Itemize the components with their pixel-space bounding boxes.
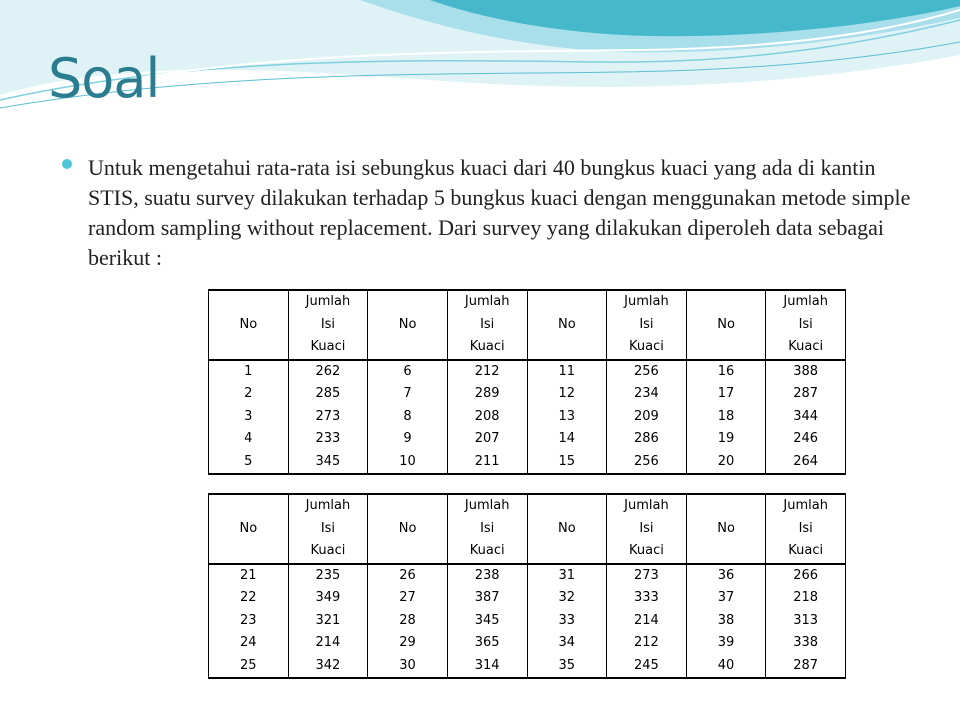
table-cell: 1 xyxy=(209,360,289,384)
data-table-2 xyxy=(208,493,846,679)
header-isi: Isi xyxy=(766,518,846,541)
table-cell: 388 xyxy=(766,360,846,384)
table-cell: 36 xyxy=(686,564,766,588)
table-cell: 4 xyxy=(209,428,289,451)
table-cell: 273 xyxy=(288,406,368,429)
table-cell: 345 xyxy=(447,610,527,633)
table-cell: 209 xyxy=(607,406,687,429)
table-cell: 31 xyxy=(527,564,607,588)
header-jumlah: Jumlah xyxy=(447,290,527,314)
table-cell: 20 xyxy=(686,451,766,475)
table-cell: 40 xyxy=(686,655,766,679)
table-cell: 12 xyxy=(527,383,607,406)
table-cell: 38 xyxy=(686,610,766,633)
header-kuaci: Kuaci xyxy=(766,540,846,564)
table-cell: 212 xyxy=(447,360,527,384)
bullet-dot-icon xyxy=(62,159,72,169)
table-row xyxy=(209,610,846,633)
table-cell: 262 xyxy=(288,360,368,384)
header-jumlah: Jumlah xyxy=(766,494,846,518)
table-cell: 289 xyxy=(447,383,527,406)
table-cell: 349 xyxy=(288,587,368,610)
table-cell: 321 xyxy=(288,610,368,633)
problem-statement: Untuk mengetahui rata-rata isi sebungkus kuaci dari 40 bungkus kuaci yang ada di kantin STIS, suatu survey dilakukan terhadap 5 bungkus kuaci dengan menggunakan metode simple random sampling without replacement. Dari survey yang dilakukan diperoleh data sebagai berikut : xyxy=(88,155,911,270)
table-cell: 25 xyxy=(209,655,289,679)
table-cell: 34 xyxy=(527,632,607,655)
table-cell: 35 xyxy=(527,655,607,679)
table-cell: 256 xyxy=(607,360,687,384)
header-no: No xyxy=(368,290,448,360)
table-cell: 6 xyxy=(368,360,448,384)
header-no: No xyxy=(527,494,607,564)
table-row xyxy=(209,383,846,406)
table-cell: 207 xyxy=(447,428,527,451)
header-isi: Isi xyxy=(607,314,687,337)
table-row xyxy=(209,428,846,451)
table-row xyxy=(209,360,846,384)
table-cell: 245 xyxy=(607,655,687,679)
table-cell: 19 xyxy=(686,428,766,451)
table-cell: 10 xyxy=(368,451,448,475)
table-cell: 256 xyxy=(607,451,687,475)
table-cell: 246 xyxy=(766,428,846,451)
table-cell: 9 xyxy=(368,428,448,451)
table-cell: 238 xyxy=(447,564,527,588)
table-cell: 365 xyxy=(447,632,527,655)
header-isi: Isi xyxy=(607,518,687,541)
data-table-1 xyxy=(208,289,846,475)
header-jumlah: Jumlah xyxy=(766,290,846,314)
table-row xyxy=(209,564,846,588)
header-kuaci: Kuaci xyxy=(288,336,368,360)
table-cell: 16 xyxy=(686,360,766,384)
header-no: No xyxy=(209,290,289,360)
table-cell: 273 xyxy=(607,564,687,588)
table-cell: 13 xyxy=(527,406,607,429)
table-cell: 39 xyxy=(686,632,766,655)
header-no: No xyxy=(368,494,448,564)
table-cell: 285 xyxy=(288,383,368,406)
table-cell: 214 xyxy=(288,632,368,655)
table-cell: 333 xyxy=(607,587,687,610)
table-cell: 208 xyxy=(447,406,527,429)
header-kuaci: Kuaci xyxy=(766,336,846,360)
table-cell: 15 xyxy=(527,451,607,475)
header-isi: Isi xyxy=(447,518,527,541)
table-cell: 8 xyxy=(368,406,448,429)
header-kuaci: Kuaci xyxy=(447,336,527,360)
header-isi: Isi xyxy=(288,314,368,337)
table-cell: 24 xyxy=(209,632,289,655)
header-no: No xyxy=(686,494,766,564)
table-cell: 264 xyxy=(766,451,846,475)
table-cell: 26 xyxy=(368,564,448,588)
table-cell: 5 xyxy=(209,451,289,475)
header-kuaci: Kuaci xyxy=(607,336,687,360)
table-cell: 17 xyxy=(686,383,766,406)
header-jumlah: Jumlah xyxy=(288,290,368,314)
table-cell: 286 xyxy=(607,428,687,451)
table-row xyxy=(209,655,846,679)
table-cell: 27 xyxy=(368,587,448,610)
table-cell: 30 xyxy=(368,655,448,679)
table-cell: 342 xyxy=(288,655,368,679)
table-cell: 3 xyxy=(209,406,289,429)
header-kuaci: Kuaci xyxy=(288,540,368,564)
table-cell: 345 xyxy=(288,451,368,475)
header-kuaci: Kuaci xyxy=(447,540,527,564)
table-cell: 214 xyxy=(607,610,687,633)
header-isi: Isi xyxy=(447,314,527,337)
table-cell: 338 xyxy=(766,632,846,655)
table-cell: 18 xyxy=(686,406,766,429)
header-kuaci: Kuaci xyxy=(607,540,687,564)
table-cell: 313 xyxy=(766,610,846,633)
table-cell: 314 xyxy=(447,655,527,679)
table-row xyxy=(209,587,846,610)
table-row xyxy=(209,451,846,475)
table-cell: 233 xyxy=(288,428,368,451)
table-row xyxy=(209,632,846,655)
table-cell: 37 xyxy=(686,587,766,610)
header-no: No xyxy=(527,290,607,360)
header-jumlah: Jumlah xyxy=(288,494,368,518)
table-cell: 32 xyxy=(527,587,607,610)
slide-title: Soal xyxy=(48,47,160,110)
table-cell: 29 xyxy=(368,632,448,655)
table-cell: 266 xyxy=(766,564,846,588)
table-cell: 23 xyxy=(209,610,289,633)
header-jumlah: Jumlah xyxy=(447,494,527,518)
header-jumlah: Jumlah xyxy=(607,290,687,314)
table-cell: 212 xyxy=(607,632,687,655)
table-cell: 211 xyxy=(447,451,527,475)
table-cell: 14 xyxy=(527,428,607,451)
table-cell: 28 xyxy=(368,610,448,633)
table-cell: 21 xyxy=(209,564,289,588)
table-cell: 344 xyxy=(766,406,846,429)
header-isi: Isi xyxy=(288,518,368,541)
table-cell: 234 xyxy=(607,383,687,406)
header-no: No xyxy=(209,494,289,564)
table-cell: 11 xyxy=(527,360,607,384)
table-cell: 387 xyxy=(447,587,527,610)
table-row xyxy=(209,406,846,429)
header-isi: Isi xyxy=(766,314,846,337)
table-cell: 2 xyxy=(209,383,289,406)
table-cell: 287 xyxy=(766,383,846,406)
table-cell: 287 xyxy=(766,655,846,679)
table-cell: 235 xyxy=(288,564,368,588)
table-cell: 7 xyxy=(368,383,448,406)
table-cell: 33 xyxy=(527,610,607,633)
header-no: No xyxy=(686,290,766,360)
table-cell: 218 xyxy=(766,587,846,610)
header-jumlah: Jumlah xyxy=(607,494,687,518)
table-cell: 22 xyxy=(209,587,289,610)
